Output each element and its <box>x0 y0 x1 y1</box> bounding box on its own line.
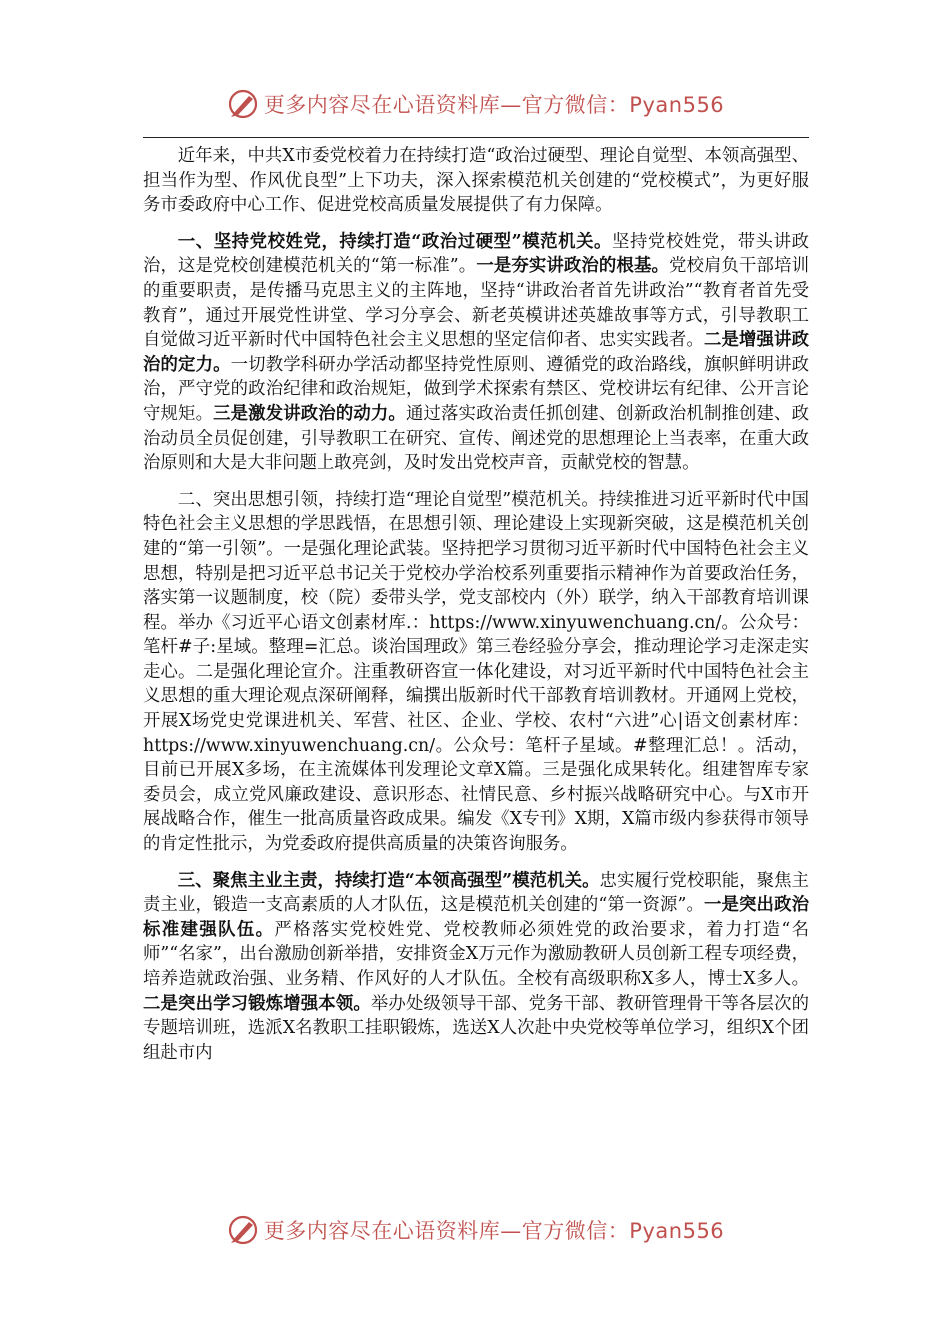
header-banner <box>0 84 950 124</box>
footer-banner-text: 更多内容尽在心语资料库—官方微信：Pyan556 <box>263 1219 725 1243</box>
section-1-paragraph <box>143 230 809 476</box>
section-3-paragraph <box>143 869 809 1066</box>
section-1-point-1: 一是夯实讲政治的根基。 <box>476 256 669 277</box>
pen-logo-icon <box>226 87 260 121</box>
section-1-text: 通过落实政治责任抓创建、创新政治机制推创建、政治动员全员促创建，引导教职工在研究、宣传、阐述党的思想理论上当表率，在重大政治原则和大是大非问题上敢亮剑，及时发出党校声音，贡献党校的智慧。 <box>143 403 809 474</box>
section-1-text: 一切教学科研办学活动都坚持党性原则、遵循党的政治路线，旗帜鲜明讲政治，严守党的政治纪律和政治规矩，做到学术探索有禁区、党校讲坛有纪律、公开言论守规矩。 <box>143 354 809 424</box>
document-body <box>143 144 809 1065</box>
header-banner-text: 更多内容尽在心语资料库—官方微信：Pyan556 <box>263 93 725 117</box>
section-3-heading: 三、聚焦主业主责，持续打造“本领高强型”模范机关。 <box>177 870 600 891</box>
footer-banner <box>0 1210 950 1250</box>
section-3-text: 举办处级领导干部、党务干部、教研管理骨干等各层次的专题培训班，选派X名教职工挂职锻炼，选送X人次赴中央党校等单位学习，组织X个团组赴市内 <box>143 993 809 1063</box>
section-2-paragraph: 二、突出思想引领，持续打造“理论自觉型”模范机关。持续推进习近平新时代中国特色社会主义思想的学思践悟，在思想引领、理论建设上实现新突破，这是模范机关创建的“第一引领”。一是强化理论武装。坚持把学习贯彻习近平新时代中国特色社会主义思想，特别是把习近平总书记关于党校办学治校系列重要指示精神作为首要政治任务，落实第一议题制度，校（院）委带头学，党支部校内（外）联学，纳入干部教育培训课程。举办《习近平心语文创素材库.：https://www.xinyuwenchuang.cn/。公众号：笔杆#子:星域。整理=汇总。谈治国理政》第三卷经验分享会，推动理论学习走深走实走心。二是强化理论宣介。注重教研咨宣一体化建设，对习近平新时代中国特色社会主义思想的重大理论观点深研阐释，编撰出版新时代干部教育培训教材。开通网上党校，开展X场党史党课进机关、军营、社区、企业、学校、农村“六进”心|语文创素材库：https://www.xinyuwenchuang.cn/。公众号：笔杆子星域。#整理汇总！。活动，目前已开展X多场，在主流媒体刊发理论文章X篇。三是强化成果转化。组建智库专家委员会，成立党风廉政建设、意识形态、社情民意、乡村振兴战略研究中心。与X市开展战略合作，催生一批高质量咨政成果。编发《X专刊》X期，X篇市级内参获得市领导的肯定性批示，为党委政府提供高质量的决策咨询服务。 <box>143 489 809 855</box>
section-3-point-2: 二是突出学习锻炼增强本领。 <box>143 993 371 1014</box>
section-3-text: 严格落实党校姓党、党校教师必须姓党的政治要求，着力打造“名师”“名家”，出台激励创新举措，安排资金X万元作为激励教研人员创新工程专项经费，培养造就政治强、业务精、作风好的人才队伍。全校有高级职称X多人，博士X多人。 <box>143 919 809 989</box>
pen-logo-icon <box>226 1213 260 1247</box>
section-1-point-2: 二是增强讲政治的定力。 <box>143 330 809 375</box>
section-3-text: 忠实履行党校职能，聚焦主责主业，锻造一支高素质的人才队伍，这是模范机关创建的“第一资源”。 <box>143 870 809 916</box>
section-1-text: 党校肩负干部培训的重要职责，是传播马克思主义的主阵地，坚持“讲政治者首先讲政治”“教育者首先受教育”，通过开展党性讲堂、学习分享会、新老英模讲述英雄故事等方式，引导教职工自觉做习近平新时代中国特色社会主义思想的坚定信仰者、忠实实践者。 <box>143 256 809 351</box>
section-3-point-1: 一是突出政治标准建强队伍。 <box>143 895 809 940</box>
section-1-text: 坚持党校姓党，带头讲政治，这是党校创建模范机关的“第一标准”。 <box>143 231 809 277</box>
header-divider <box>143 137 809 138</box>
section-1-point-3: 三是激发讲政治的动力。 <box>213 403 406 424</box>
intro-paragraph: 近年来，中共X市委党校着力在持续打造“政治过硬型、理论自觉型、本领高强型、担当作为型、作风优良型”上下功夫，深入探索模范机关创建的“党校模式”，为更好服务市委政府中心工作、促进党校高质量发展提供了有力保障。 <box>143 146 809 216</box>
section-1-heading: 一、坚持党校姓党，持续打造“政治过硬型”模范机关。 <box>177 231 612 252</box>
